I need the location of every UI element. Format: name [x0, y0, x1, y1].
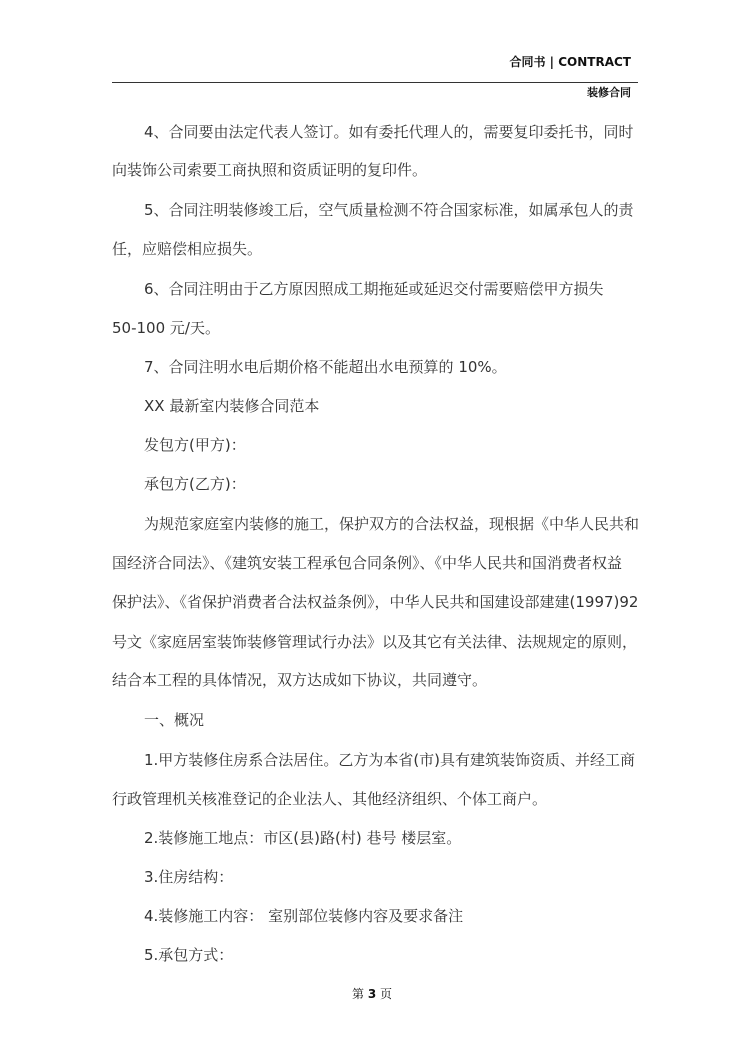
body-line: 6、合同注明由于乙方原因照成工期拖延或延迟交付需要赔偿甲方损失 — [144, 280, 604, 298]
header-subtitle: 装修合同 — [587, 86, 631, 99]
body-line: 号文《家庭居室装饰装修管理试行办法》以及其它有关法律、法规规定的原则， — [112, 633, 638, 651]
section-heading: XX 最新室内装修合同范本 — [144, 397, 320, 415]
body-line: 1.甲方装修住房系合法居住。乙方为本省(市)具有建筑装饰资质、并经工商 — [144, 751, 636, 769]
body-line: 4、合同要由法定代表人签订。如有委托代理人的，需要复印委托书，同时 — [144, 123, 634, 141]
body-line: 任，应赔偿相应损失。 — [112, 240, 263, 258]
body-line: 保护法》、《省保护消费者合法权益条例》，中华人民共和国建设部建建(1997)92 — [112, 593, 639, 611]
page-number-value: 3 — [367, 987, 377, 1001]
body-line: 国经济合同法》、《建筑安装工程承包合同条例》、《中华人民共和国消费者权益 — [112, 554, 623, 572]
body-line: 5.承包方式： — [144, 946, 234, 964]
party-b-label: 承包方(乙方)： — [144, 475, 246, 493]
header-divider — [112, 82, 638, 83]
body-line: 为规范家庭室内装修的施工，保护双方的合法权益，现根据《中华人民共和 — [144, 515, 640, 533]
body-line: 7、合同注明水电后期价格不能超出水电预算的 10%。 — [144, 358, 507, 376]
body-line: 行政管理机关核准登记的企业法人、其他经济组织、个体工商户。 — [112, 790, 548, 808]
page-prefix: 第 — [351, 987, 364, 1001]
body-line: 结合本工程的具体情况，双方达成如下协议，共同遵守。 — [112, 671, 488, 689]
body-line: 50-100 元/天。 — [112, 319, 220, 337]
body-line: 3.住房结构： — [144, 868, 234, 886]
body-line: 向装饰公司索要工商执照和资质证明的复印件。 — [112, 161, 428, 179]
page-number — [0, 985, 744, 1002]
body-line: 4.装修施工内容： 室别部位装修内容及要求备注 — [144, 907, 464, 925]
body-line: 5、合同注明装修竣工后，空气质量检测不符合国家标准，如属承包人的责 — [144, 201, 634, 219]
party-a-label: 发包方(甲方)： — [144, 436, 246, 454]
page-suffix: 页 — [380, 987, 393, 1001]
header-title: 合同书 | CONTRACT — [509, 55, 631, 69]
body-line: 2.装修施工地点：市区(县)路(村) 巷号 楼层室。 — [144, 829, 462, 847]
chapter-heading: 一、概况 — [144, 711, 205, 729]
